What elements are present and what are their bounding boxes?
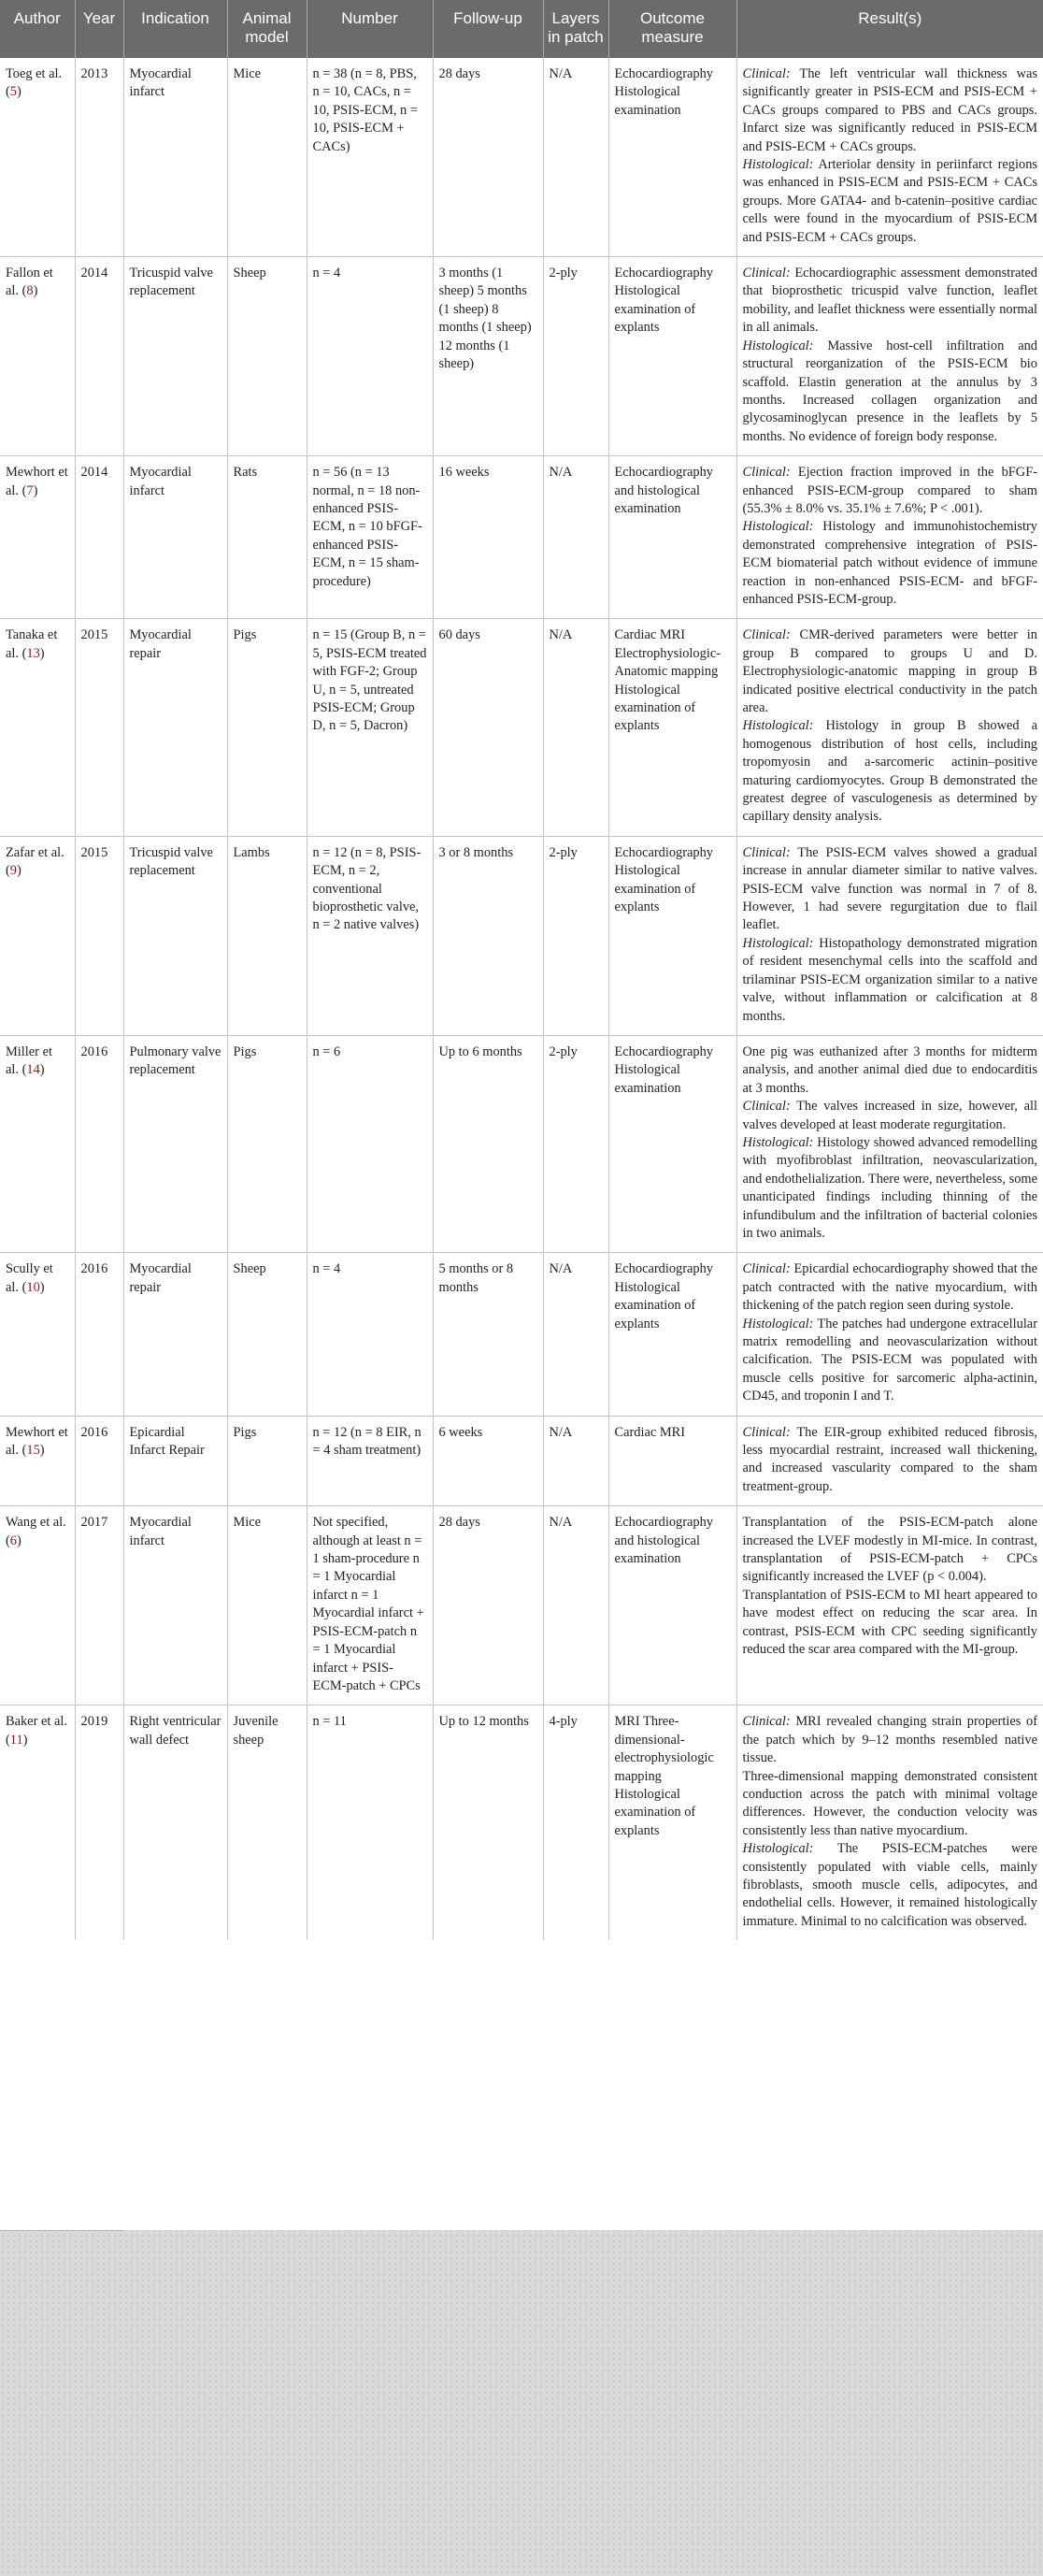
year-cell: 2015	[75, 836, 123, 1035]
result-paragraph	[743, 1098, 1038, 1134]
indication-cell: Myocardial infarct	[123, 1506, 227, 1705]
outcome-cell: Echocardiography Histological examination of explants	[608, 257, 736, 456]
follow-up-cell: 16 weeks	[433, 456, 543, 619]
results-cell	[736, 619, 1043, 836]
number-cell: n = 6	[307, 1035, 433, 1252]
result-text: The PSIS-ECM-patches were consistently populated with viable cells, mainly fibroblasts, smooth muscle cells, adipocytes, and endothelial cells. However, it remained histologically immature. Minimal to no calcification was observed.	[742, 1841, 1037, 1929]
results-cell	[736, 1506, 1043, 1705]
result-paragraph	[743, 65, 1038, 156]
indication-cell: Myocardial infarct	[123, 456, 227, 619]
author-name: Toeg et al. (	[6, 66, 63, 100]
animal-model-cell: Sheep	[227, 257, 307, 456]
result-paragraph	[743, 156, 1038, 247]
animal-model-cell: Mice	[227, 58, 307, 257]
col-header-follow-up: Follow-up	[433, 0, 543, 58]
results-cell	[736, 58, 1043, 257]
year-cell: 2014	[75, 456, 123, 619]
indication-cell: Myocardial repair	[123, 619, 227, 836]
layers-cell: 2-ply	[543, 836, 608, 1035]
number-cell: n = 38 (n = 8, PBS, n = 10, CACs, n = 10, PSIS-ECM, n = 10, PSIS-ECM + CACs)	[307, 58, 433, 257]
indication-cell: Myocardial infarct	[123, 58, 227, 257]
table-row	[0, 58, 1043, 257]
author-cell: Tanaka et al. (13)	[0, 619, 75, 836]
number-cell: n = 56 (n = 13 normal, n = 18 non-enhanced PSIS-ECM, n = 10 bFGF-enhanced PSIS-ECM, n = 15 sham-procedure)	[307, 456, 433, 619]
reference-link[interactable]: 6	[9, 1533, 17, 1548]
outcome-cell: Echocardiography Histological examination of explants	[608, 1253, 736, 1416]
outcome-cell: MRI Three-dimensional-electrophysiologic mapping Histological examination of explants	[608, 1705, 736, 1940]
results-cell	[736, 836, 1043, 1035]
table-row	[0, 257, 1043, 456]
outcome-cell: Cardiac MRI Electrophysiologic-Anatomic mapping Histological examination of explants	[608, 619, 736, 836]
number-cell: n = 4	[307, 1253, 433, 1416]
table-row	[0, 836, 1043, 1035]
follow-up-cell: 6 weeks	[433, 1416, 543, 1506]
result-paragraph	[743, 626, 1038, 717]
layers-cell: N/A	[543, 1416, 608, 1506]
results-cell	[736, 456, 1043, 619]
result-paragraph	[743, 1043, 1038, 1098]
result-label: Clinical:	[742, 1424, 791, 1440]
table-row	[0, 456, 1043, 619]
outcome-cell: Cardiac MRI	[608, 1416, 736, 1506]
follow-up-cell: Up to 6 months	[433, 1035, 543, 1252]
result-label: Clinical:	[742, 66, 791, 81]
result-paragraph	[743, 1840, 1038, 1931]
follow-up-cell: Up to 12 months	[433, 1705, 543, 1940]
author-name: Scully et al. (	[6, 1261, 53, 1295]
animal-model-cell: Juvenile sheep	[227, 1705, 307, 1940]
layers-cell: N/A	[543, 619, 608, 836]
number-cell: n = 15 (Group B, n = 5, PSIS-ECM treated with FGF-2; Group U, n = 5, untreated PSIS-ECM; Group D, n = 5, Dacron)	[307, 619, 433, 836]
result-text: Massive host-cell infiltration and structural reorganization of the PSIS-ECM bio scaffold. Elastin generation at the annulus by 3 months. Increased collagen organization and glycosaminoglycan presence in the leaflets by 5 months. No evidence of foreign body response.	[742, 338, 1037, 444]
author-name: Miller et al. (	[6, 1043, 52, 1078]
animal-model-cell: Rats	[227, 456, 307, 619]
result-text: Transplantation of the PSIS-ECM-patch alone increased the LVEF modestly in MI-mice. In contrast, transplantation of PSIS-ECM-patch + CPCs significantly increased the LVEF (p < 0.004).	[742, 1515, 1037, 1585]
number-cell: n = 11	[307, 1705, 433, 1940]
year-cell: 2016	[75, 1253, 123, 1416]
result-text: MRI revealed changing strain properties of the patch which by 9–12 months resembled native tissue.	[742, 1714, 1037, 1766]
table-row	[0, 1416, 1043, 1506]
col-header-author: Author	[0, 0, 75, 58]
result-label: Clinical:	[742, 627, 791, 643]
number-cell: n = 12 (n = 8, PSIS-ECM, n = 2, conventional bioprosthetic valve, n = 2 native valves)	[307, 836, 433, 1035]
col-header-outcome: Outcome measure	[608, 0, 736, 58]
col-header-year: Year	[75, 0, 123, 58]
author-cell: Miller et al. (14)	[0, 1035, 75, 1252]
outcome-cell: Echocardiography and histological examination	[608, 1506, 736, 1705]
author-cell: Mewhort et al. (15)	[0, 1416, 75, 1506]
animal-model-cell: Pigs	[227, 1035, 307, 1252]
layers-cell: 2-ply	[543, 257, 608, 456]
results-cell	[736, 1253, 1043, 1416]
result-text: Histopathology demonstrated migration of resident mesenchymal cells into the scaffold and trilaminar PSIS-ECM organization similar to a native valve, without inflammation or calcification at 8 months.	[742, 935, 1037, 1024]
header-row	[0, 0, 1043, 58]
result-paragraph	[743, 1424, 1038, 1497]
author-cell: Fallon et al. (8)	[0, 257, 75, 456]
indication-cell: Tricuspid valve replacement	[123, 836, 227, 1035]
author-name: Tanaka et al. (	[6, 627, 58, 661]
result-paragraph	[743, 1768, 1038, 1841]
result-label: Histological:	[742, 1841, 814, 1857]
reference-link[interactable]: 11	[9, 1732, 23, 1748]
follow-up-cell: 3 months (1 sheep) 5 months (1 sheep) 8 months (1 sheep) 12 months (1 sheep)	[433, 257, 543, 456]
year-cell: 2016	[75, 1035, 123, 1252]
author-name: Baker et al. (	[6, 1714, 67, 1748]
author-cell: Zafar et al. (9)	[0, 836, 75, 1035]
result-label: Clinical:	[742, 844, 791, 860]
author-name: Mewhort et al. (	[6, 1424, 68, 1459]
col-header-layers: Layers in patch	[543, 0, 608, 58]
number-cell: Not specified, although at least n = 1 sham-procedure n = 1 Myocardial infarct n = 1 Myocardial infarct + PSIS-ECM-patch n = 1 Myocardial infarct + PSIS-ECM-patch + CPCs	[307, 1506, 433, 1705]
year-cell: 2013	[75, 58, 123, 257]
result-text: Histology showed advanced remodelling with myofibroblast infiltration, neovascularization, and endothelialization. There were, nevertheless, some unanticipated findings including thinning of the infundibulum and the infiltration of bacterial colonies in two animals.	[742, 1134, 1037, 1241]
result-text: Histology and immunohistochemistry demonstrated comprehensive integration of PSIS-ECM biomaterial patch without evidence of immune reaction in non-enhanced PSIS-ECM- and bFGF-enhanced PSIS-ECM-group.	[742, 519, 1037, 607]
table-row	[0, 619, 1043, 836]
animal-model-cell: Pigs	[227, 1416, 307, 1506]
results-cell	[736, 1416, 1043, 1506]
author-cell: Toeg et al. (5)	[0, 58, 75, 257]
result-text: The left ventricular wall thickness was significantly greater in PSIS-ECM and PSIS-ECM + CACs groups compared to PBS and CACs groups. Infarct size was significantly reduced in PSIS-ECM and PSIS-ECM + CACs groups.	[742, 66, 1037, 154]
outcome-cell: Echocardiography and histological examination	[608, 456, 736, 619]
result-paragraph	[743, 935, 1038, 1026]
reference-link[interactable]: 10	[26, 1279, 40, 1295]
table-row	[0, 1035, 1043, 1252]
indication-cell: Epicardial Infarct Repair	[123, 1416, 227, 1506]
reference-link[interactable]: 14	[26, 1062, 40, 1078]
result-paragraph	[743, 1713, 1038, 1767]
author-cell: Scully et al. (10)	[0, 1253, 75, 1416]
follow-up-cell: 3 or 8 months	[433, 836, 543, 1035]
reference-link[interactable]: 15	[26, 1443, 40, 1459]
result-text: The PSIS-ECM valves showed a gradual increase in annular diameter similar to native valves. PSIS-ECM valve function was normal in 7 of 8. However, 1 had severe regurgitation due to flail leaflet.	[742, 844, 1037, 933]
result-paragraph	[743, 1514, 1038, 1587]
author-cell: Mewhort et al. (7)	[0, 456, 75, 619]
year-cell: 2015	[75, 619, 123, 836]
result-paragraph	[743, 844, 1038, 935]
result-text: Three-dimensional mapping demonstrated consistent conduction across the patch with minimal voltage differences. However, the conduction velocity was consistently less than native myocardium.	[742, 1768, 1037, 1838]
result-label: Histological:	[742, 718, 814, 734]
col-header-number: Number	[307, 0, 433, 58]
result-text: Echocardiographic assessment demonstrated that bioprosthetic tricuspid valve function, leaflet mobility, and leaflet thickness were essentially normal in all animals.	[742, 266, 1037, 336]
result-text: One pig was euthanized after 3 months for midterm analysis, and another animal died due to endocarditis at 3 months.	[742, 1043, 1037, 1096]
result-paragraph	[743, 464, 1038, 518]
result-text: The valves increased in size, however, all valves developed at least moderate regurgitation.	[742, 1099, 1037, 1132]
result-label: Histological:	[742, 338, 814, 353]
indication-cell: Right ventricular wall defect	[123, 1705, 227, 1940]
result-label: Histological:	[742, 157, 814, 173]
follow-up-cell: 60 days	[433, 619, 543, 836]
indication-cell: Pulmonary valve replacement	[123, 1035, 227, 1252]
author-cell: Wang et al. (6)	[0, 1506, 75, 1705]
outcome-cell: Echocardiography Histological examination of explants	[608, 836, 736, 1035]
reference-link[interactable]: 8	[26, 283, 34, 299]
result-paragraph	[743, 1587, 1038, 1660]
animal-model-cell: Pigs	[227, 619, 307, 836]
result-paragraph	[743, 1260, 1038, 1315]
layers-cell: N/A	[543, 456, 608, 619]
col-header-indication: Indication	[123, 0, 227, 58]
result-label: Clinical:	[742, 1714, 791, 1730]
author-name: Fallon et al. (	[6, 266, 53, 299]
outcome-cell: Echocardiography Histological examination	[608, 58, 736, 257]
result-label: Clinical:	[742, 266, 791, 281]
result-text: Epicardial echocardiography showed that the patch contracted with the native myocardium, with thickening of the patch region seen during systole.	[742, 1261, 1037, 1314]
result-paragraph	[743, 717, 1038, 826]
follow-up-cell: 5 months or 8 months	[433, 1253, 543, 1416]
result-label: Histological:	[742, 1134, 814, 1150]
table-row	[0, 1705, 1043, 1940]
outcome-cell: Echocardiography Histological examination	[608, 1035, 736, 1252]
layers-cell: 2-ply	[543, 1035, 608, 1252]
reference-link[interactable]: 7	[26, 482, 34, 498]
result-label: Histological:	[742, 1316, 814, 1331]
result-text: Histology in group B showed a homogenous distribution of host cells, including tropomyosin and a-sarcomeric actinin–positive maturing cardiomyocytes. Group B demonstrated the greatest degree of vasculogenesis as determined by capillary density analysis.	[742, 718, 1037, 825]
animal-model-cell: Mice	[227, 1506, 307, 1705]
result-paragraph	[743, 338, 1038, 446]
result-paragraph	[743, 518, 1038, 609]
results-cell	[736, 1035, 1043, 1252]
results-cell	[736, 257, 1043, 456]
number-cell: n = 4	[307, 257, 433, 456]
author-name: Mewhort et al. (	[6, 465, 68, 498]
author-name: Wang et al. (	[6, 1515, 66, 1548]
table-row	[0, 1506, 1043, 1705]
layers-cell: N/A	[543, 1506, 608, 1705]
layers-cell: N/A	[543, 58, 608, 257]
result-label: Histological:	[742, 935, 814, 951]
layers-cell: N/A	[543, 1253, 608, 1416]
results-cell	[736, 1705, 1043, 1940]
result-text: Ejection fraction improved in the bFGF-enhanced PSIS-ECM-group compared to sham (55.3% ± 8.0% vs. 35.1% ± 7.6%; P < .001).	[742, 465, 1037, 516]
follow-up-cell: 28 days	[433, 1506, 543, 1705]
year-cell: 2016	[75, 1416, 123, 1506]
table-edge-line	[0, 2230, 123, 2231]
year-cell: 2014	[75, 257, 123, 456]
year-cell: 2019	[75, 1705, 123, 1940]
result-text: The patches had undergone extracellular matrix remodelling and neovascularization without calcification. The PSIS-ECM was populated with muscle cells positive for sarcomeric alpha-actinin, CD45, and troponin I and T.	[742, 1316, 1037, 1404]
result-paragraph	[743, 1134, 1038, 1243]
reference-link[interactable]: 5	[9, 84, 17, 100]
author-cell: Baker et al. (11)	[0, 1705, 75, 1940]
indication-cell: Tricuspid valve replacement	[123, 257, 227, 456]
result-label: Clinical:	[742, 465, 791, 481]
year-cell: 2017	[75, 1506, 123, 1705]
reference-link[interactable]: 13	[26, 645, 40, 661]
animal-model-cell: Sheep	[227, 1253, 307, 1416]
table-row	[0, 1253, 1043, 1416]
result-label: Clinical:	[742, 1261, 791, 1277]
follow-up-cell: 28 days	[433, 58, 543, 257]
result-paragraph	[743, 1316, 1038, 1406]
col-header-results: Result(s)	[736, 0, 1043, 58]
result-text: The EIR-group exhibited reduced fibrosis, less myocardial restraint, increased wall thickening, and increased vascularity compared to the sham treatment-group.	[742, 1424, 1037, 1494]
result-text: CMR-derived parameters were better in group B compared to groups U and D. Electrophysiologic-anatomic mapping in group B indicated positive electrical conductivity in the patch area.	[742, 627, 1037, 715]
result-paragraph	[743, 265, 1038, 338]
reference-link[interactable]: 9	[9, 863, 17, 879]
result-label: Histological:	[742, 519, 814, 535]
col-header-animal-model: Animal model	[227, 0, 307, 58]
number-cell: n = 12 (n = 8 EIR, n = 4 sham treatment)	[307, 1416, 433, 1506]
animal-model-cell: Lambs	[227, 836, 307, 1035]
layers-cell: 4-ply	[543, 1705, 608, 1940]
result-text: Transplantation of PSIS-ECM to MI heart appeared to have modest effect on reducing the scar area. In contrast, PSIS-ECM with CPC seeding significantly reduced the scar area compared with the MI-group.	[742, 1587, 1037, 1658]
result-text: Arteriolar density in periinfarct regions was enhanced in PSIS-ECM and PSIS-ECM + CACs groups. More GATA4- and b-catenin–positive cardiac cells were found in the myocardium of PSIS-ECM and PSIS-ECM + CACs groups.	[742, 157, 1037, 245]
indication-cell: Myocardial repair	[123, 1253, 227, 1416]
result-label: Clinical:	[742, 1099, 791, 1115]
author-name: Zafar et al. (	[6, 844, 64, 879]
